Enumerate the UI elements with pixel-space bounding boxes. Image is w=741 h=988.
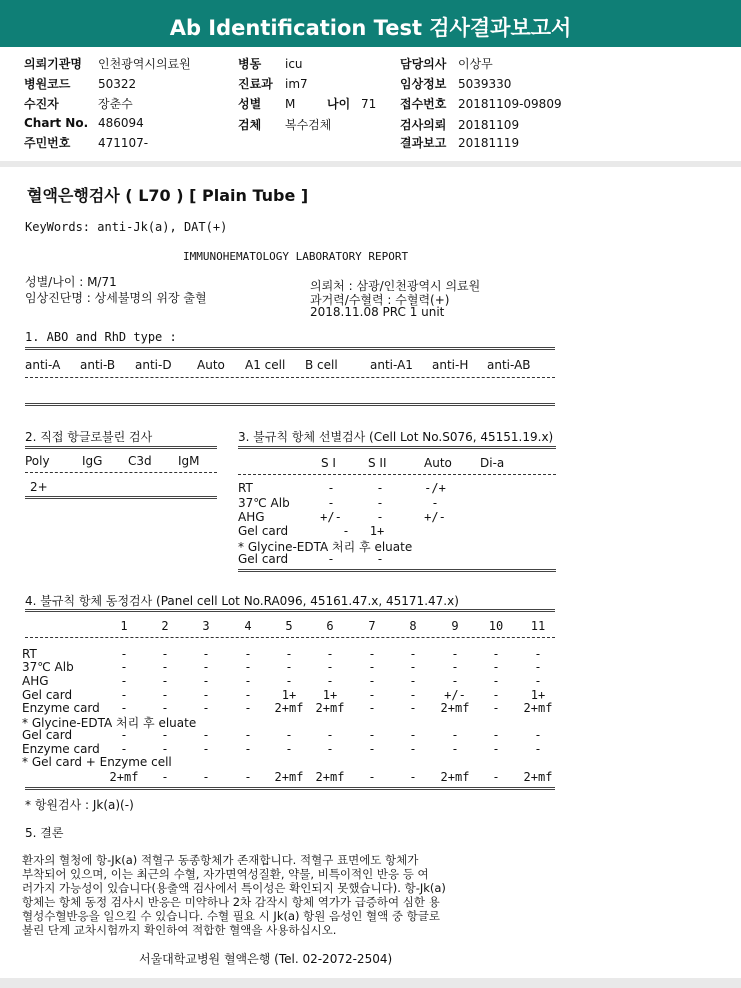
panel-cell: 2+mf — [523, 701, 553, 715]
abo-col: B cell — [305, 358, 338, 372]
header-value: 471107- — [98, 136, 149, 150]
screen-cell: +/- — [320, 510, 342, 524]
panel-cell: - — [244, 701, 252, 715]
signature: 서울대학교병원 혈액은행 (Tel. 02-2072-2504) — [139, 952, 393, 966]
panel-cell: - — [368, 660, 376, 674]
screen-cell: - — [327, 496, 335, 510]
rule — [25, 787, 555, 790]
page-bottom-band — [0, 978, 741, 988]
panel-col: 6 — [326, 619, 334, 633]
abo-col: anti-B — [80, 358, 116, 372]
panel-cell: - — [534, 660, 542, 674]
panel-cell: - — [326, 728, 334, 742]
panel-cell: - — [326, 660, 334, 674]
rule — [238, 569, 556, 572]
panel-cell: - — [492, 660, 500, 674]
panel-cell: 2+mf — [440, 770, 470, 784]
age-label: 나이 — [327, 97, 351, 111]
header-label: 성별 — [238, 97, 262, 111]
header-row — [400, 134, 519, 151]
panel-cell: - — [202, 674, 210, 688]
panel-row-label: Gel card — [22, 728, 73, 742]
panel-cell: - — [120, 728, 128, 742]
screen-col: S II — [368, 456, 387, 470]
conclusion-line: 불린 단계 교차시험까지 확인하여 적합한 혈액을 사용하십시오. — [22, 923, 337, 937]
header-value: 인천광역시의료원 — [98, 57, 191, 71]
panel-col: 11 — [530, 619, 546, 633]
header-row — [238, 95, 376, 112]
header-value: 복수검체 — [285, 118, 332, 132]
panel-col: 2 — [161, 619, 169, 633]
header-value: 장춘수 — [98, 97, 133, 111]
panel-cell: - — [492, 701, 500, 715]
rule — [25, 347, 555, 350]
panel-cell: - — [409, 647, 417, 661]
panel-cell: - — [120, 660, 128, 674]
panel-cell: - — [244, 647, 252, 661]
panel-cell: - — [368, 647, 376, 661]
panel-cell: - — [161, 660, 169, 674]
panel-row-label: Gel card — [22, 688, 73, 702]
header-label: 주민번호 — [24, 136, 71, 150]
panel-col: 5 — [285, 619, 293, 633]
abo-col: anti-A — [25, 358, 61, 372]
header-row — [24, 134, 148, 151]
panel-cell: 2+mf — [109, 770, 139, 784]
panel-cell: - — [534, 674, 542, 688]
panel-cell: - — [326, 674, 334, 688]
header-row — [238, 55, 303, 72]
panel-cell: - — [492, 742, 500, 756]
screen-cell: - — [376, 496, 384, 510]
screen-cell: - — [327, 481, 335, 495]
panel-cell: - — [202, 770, 210, 784]
section-2-title: 2. 직접 항글로불린 검사 — [25, 430, 153, 444]
header-label: 병동 — [238, 57, 262, 71]
conclusion-line: 러가지 가능성이 있습니다(용출액 검사에서 특이성은 확인되지 못했습니다). 항-Jk(a) — [22, 881, 446, 895]
header-value: 5039330 — [458, 77, 512, 91]
panel-col: 8 — [409, 619, 417, 633]
panel-cell: - — [120, 647, 128, 661]
screen-col: S I — [321, 456, 336, 470]
header-row — [400, 55, 493, 72]
rule — [25, 377, 555, 378]
abo-col: anti-AB — [487, 358, 531, 372]
panel-eluate-note: * Glycine-EDTA 처리 후 eluate — [22, 716, 197, 730]
rule — [25, 637, 555, 638]
header-label: 의뢰기관명 — [24, 57, 82, 71]
panel-cell: - — [120, 674, 128, 688]
panel-cell: 2+mf — [440, 701, 470, 715]
panel-cell: - — [451, 728, 459, 742]
header-value: 20181109-09809 — [458, 97, 562, 111]
panel-col: 1 — [120, 619, 128, 633]
rule — [238, 446, 556, 449]
header-value: 486094 — [98, 116, 144, 130]
panel-cell: 2+mf — [523, 770, 553, 784]
panel-row-label: Enzyme card — [22, 742, 100, 756]
panel-cell: - — [409, 701, 417, 715]
header-row — [24, 95, 133, 112]
screen-cell: -/+ — [424, 481, 446, 495]
panel-cell: 2+mf — [315, 770, 345, 784]
keywords: KeyWords: anti-Jk(a), DAT(+) — [25, 220, 228, 234]
header-label: 검사의뢰 — [400, 118, 447, 132]
screen-cell: - — [431, 496, 439, 510]
screen-row-label: 37℃ Alb — [238, 496, 290, 510]
screen-cell: +/- — [424, 510, 446, 524]
header-separator — [0, 161, 741, 167]
lab-title: IMMUNOHEMATOLOGY LABORATORY REPORT — [183, 250, 409, 263]
panel-col: 3 — [202, 619, 210, 633]
panel-cell: - — [202, 701, 210, 715]
section-5-title: 5. 결론 — [25, 826, 64, 840]
history-detail: 2018.11.08 PRC 1 unit — [310, 305, 445, 319]
age-value: 71 — [361, 97, 377, 111]
rule — [25, 496, 217, 499]
dat-value: 2+ — [30, 480, 48, 494]
screen-row-label: AHG — [238, 510, 265, 524]
header-value: 20181119 — [458, 136, 520, 150]
rule — [25, 609, 555, 612]
panel-cell: - — [368, 728, 376, 742]
panel-cell: - — [368, 770, 376, 784]
header-label: 진료과 — [238, 77, 273, 91]
panel-cell: - — [409, 660, 417, 674]
panel-cell: - — [161, 742, 169, 756]
header-label: 접수번호 — [400, 97, 447, 111]
panel-cell: - — [161, 701, 169, 715]
abo-col: anti-A1 — [370, 358, 413, 372]
screen-cell: - — [376, 481, 384, 495]
panel-cell: - — [451, 674, 459, 688]
panel-cell: - — [451, 742, 459, 756]
header-row — [400, 95, 562, 112]
header-value: M — [285, 97, 296, 111]
panel-col: 4 — [244, 619, 252, 633]
panel-cell: - — [161, 688, 169, 702]
panel-cell: - — [120, 742, 128, 756]
panel-cell: - — [285, 647, 293, 661]
panel-cell: - — [409, 742, 417, 756]
panel-cell: - — [534, 647, 542, 661]
conclusion-line: 환자의 혈청에 항-Jk(a) 적혈구 동종항체가 존재합니다. 적혈구 표면에도 항체가 — [22, 853, 419, 867]
conclusion-line: 항체는 항체 동정 검사시 반응은 미약하나 2차 감작시 항체 역가가 급증하여 심한 용 — [22, 895, 440, 909]
referral: 의뢰처 : 삼광/인천광역시 의료원 — [310, 279, 481, 293]
header-label: 병원코드 — [24, 77, 71, 91]
panel-combo-note: * Gel card + Enzyme cell — [22, 755, 172, 769]
dat-col: IgM — [178, 454, 200, 468]
header-value: icu — [285, 57, 303, 71]
dat-col: IgG — [82, 454, 103, 468]
panel-cell: - — [492, 728, 500, 742]
panel-cell: - — [285, 674, 293, 688]
abo-col: anti-H — [432, 358, 469, 372]
panel-row-label: RT — [22, 647, 37, 661]
panel-cell: - — [409, 770, 417, 784]
panel-col: 7 — [368, 619, 376, 633]
conclusion-line: 혈성수혈반응을 일으킬 수 있습니다. 수혈 필요 시 Jk(a) 항원 음성인 혈액 중 항글로 — [22, 909, 440, 923]
rule — [25, 403, 555, 406]
panel-cell: - — [202, 660, 210, 674]
panel-cell: - — [244, 688, 252, 702]
panel-cell: - — [492, 770, 500, 784]
header-row — [238, 116, 331, 133]
panel-cell: - — [120, 688, 128, 702]
screen-cell: 1+ — [369, 524, 385, 538]
header-label: 결과보고 — [400, 136, 447, 150]
panel-cell: - — [244, 728, 252, 742]
panel-row-label: 37℃ Alb — [22, 660, 74, 674]
rule — [238, 474, 556, 475]
header-label: Chart No. — [24, 116, 89, 130]
screen-cell: - — [376, 552, 384, 566]
panel-cell: - — [285, 660, 293, 674]
panel-cell: - — [285, 728, 293, 742]
panel-cell: - — [202, 688, 210, 702]
panel-cell: 1+ — [281, 688, 297, 702]
panel-row-label: AHG — [22, 674, 49, 688]
section-4-title: 4. 불규칙 항체 동정검사 (Panel cell Lot No.RA096, 45161.47.x, 45171.47.x) — [25, 594, 459, 608]
panel-cell: - — [161, 647, 169, 661]
panel-cell: - — [451, 660, 459, 674]
conclusion-line: 부착되어 있으며, 이는 최근의 수혈, 자가면역성질환, 약물, 비특이적인 반응 등 여 — [22, 867, 429, 881]
screen-row-label: Gel card — [238, 552, 289, 566]
panel-cell: - — [492, 647, 500, 661]
header-value: 50322 — [98, 77, 137, 91]
panel-cell: 1+ — [530, 688, 546, 702]
panel-cell: 2+mf — [315, 701, 345, 715]
panel-cell: - — [409, 728, 417, 742]
header-label: 담당의사 — [400, 57, 447, 71]
panel-cell: - — [326, 742, 334, 756]
dat-col: Poly — [25, 454, 50, 468]
header-label: 검체 — [238, 118, 262, 132]
panel-cell: - — [244, 770, 252, 784]
screen-cell: - — [342, 524, 350, 538]
panel-col: 9 — [451, 619, 459, 633]
diagnosis: 임상진단명 : 상세불명의 위장 출혈 — [25, 291, 207, 305]
screen-cell: - — [376, 510, 384, 524]
sex-age: 성별/나이 : M/71 — [25, 275, 117, 289]
section-3-title: 3. 불규칙 항체 선별검사 (Cell Lot No.S076, 45151.19.x) — [238, 430, 554, 444]
section-1-title: 1. ABO and RhD type : — [25, 330, 177, 344]
antigen-test: * 항원검사 : Jk(a)(-) — [25, 798, 134, 812]
panel-cell: - — [492, 688, 500, 702]
panel-cell: - — [368, 701, 376, 715]
abo-col: A1 cell — [245, 358, 286, 372]
panel-cell: - — [534, 742, 542, 756]
panel-cell: - — [326, 647, 334, 661]
panel-cell: 2+mf — [274, 770, 304, 784]
history: 과거력/수혈력 : 수혈력(+) — [310, 293, 450, 307]
panel-cell: - — [202, 647, 210, 661]
panel-cell: - — [409, 674, 417, 688]
panel-cell: - — [492, 674, 500, 688]
screen-col: Auto — [424, 456, 452, 470]
header-row — [24, 116, 144, 130]
dat-col: C3d — [128, 454, 152, 468]
rule — [25, 472, 217, 473]
panel-col: 10 — [488, 619, 504, 633]
panel-cell: - — [244, 660, 252, 674]
panel-cell: - — [202, 728, 210, 742]
header-value: 20181109 — [458, 118, 520, 132]
header-row — [400, 116, 519, 133]
abo-col: anti-D — [135, 358, 172, 372]
screen-eluate-note: * Glycine-EDTA 처리 후 eluate — [238, 540, 413, 554]
screen-col: Di-a — [480, 456, 505, 470]
panel-cell: - — [202, 742, 210, 756]
panel-cell: 2+mf — [274, 701, 304, 715]
panel-cell: - — [244, 674, 252, 688]
report-banner: Ab Identification Test 검사결과보고서 — [0, 0, 741, 47]
panel-cell: - — [285, 742, 293, 756]
report-title: 혈액은행검사 ( L70 ) [ Plain Tube ] — [27, 186, 309, 205]
header-row — [24, 75, 136, 92]
panel-row-label: Enzyme card — [22, 701, 100, 715]
panel-cell: - — [161, 728, 169, 742]
screen-cell: - — [327, 552, 335, 566]
panel-cell: - — [244, 742, 252, 756]
panel-cell: - — [161, 674, 169, 688]
panel-cell: - — [409, 688, 417, 702]
screen-row-label: Gel card — [238, 524, 289, 538]
panel-cell: - — [368, 742, 376, 756]
header-label: 임상정보 — [400, 77, 447, 91]
header-value: im7 — [285, 77, 308, 91]
panel-cell: - — [368, 674, 376, 688]
panel-cell: - — [451, 647, 459, 661]
header-row — [400, 75, 511, 92]
panel-cell: +/- — [444, 688, 466, 702]
panel-cell: - — [161, 770, 169, 784]
screen-row-label: RT — [238, 481, 253, 495]
panel-cell: - — [368, 688, 376, 702]
header-label: 수진자 — [24, 97, 59, 111]
rule — [25, 446, 217, 449]
panel-cell: - — [534, 728, 542, 742]
header-value: 이상무 — [458, 57, 493, 71]
panel-cell: - — [120, 701, 128, 715]
header-row — [238, 75, 308, 92]
panel-cell: 1+ — [322, 688, 338, 702]
abo-col: Auto — [197, 358, 225, 372]
header-row — [24, 55, 191, 72]
